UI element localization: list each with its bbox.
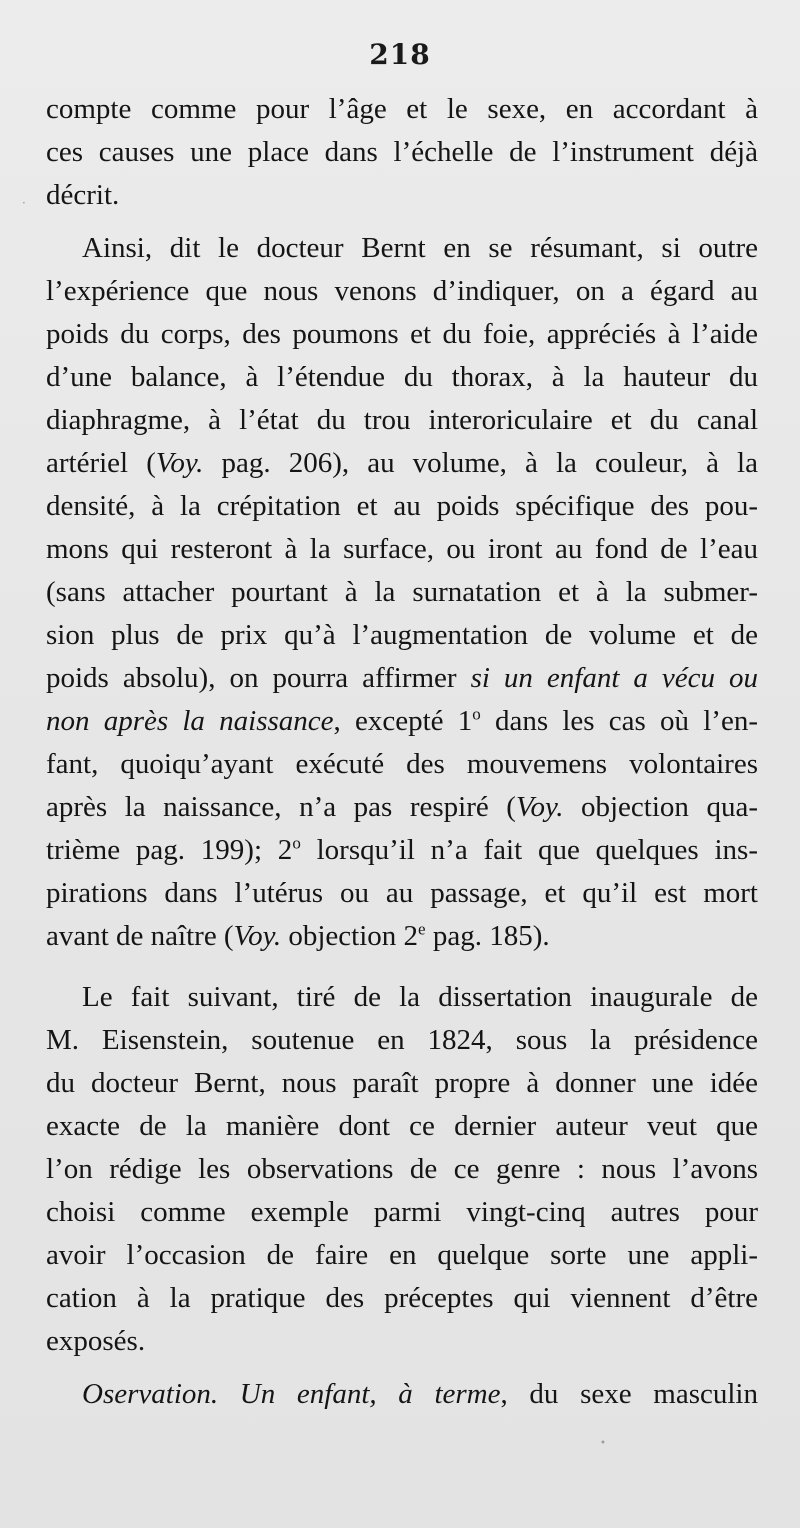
italic-reference: Voy. <box>233 920 282 952</box>
text-line: sion plus de prix qu’à l’augmentation de volume et de <box>46 619 758 651</box>
text-line: (sans attacher pourtant à la surnatation et à la submer- <box>46 576 758 608</box>
text-line: avoir l’occasion de faire en quelque sorte une appli- <box>46 1239 758 1271</box>
text-run: lorsqu’il n’a fait que quelques ins- <box>300 834 758 866</box>
text-line: d’une balance, à l’étendue du thorax, à la hauteur du <box>46 361 758 393</box>
text-run: trième pag. 199); 2 <box>46 834 293 866</box>
ordinal-superscript: e <box>418 919 426 939</box>
text-line: densité, à la crépitation et au poids spécifique des pou- <box>46 490 758 522</box>
paper-speck: · <box>22 196 26 210</box>
text-run: dans les cas où l’en- <box>480 705 758 737</box>
text-run: pag. 185). <box>425 920 550 952</box>
paragraph-1 <box>46 88 758 217</box>
text-line: exposés. <box>46 1325 146 1357</box>
text-line: mons qui resteront à la surface, ou iront au fond de l’eau <box>46 533 758 565</box>
text-run: objection 2 <box>281 920 419 952</box>
text-run: objection qua- <box>563 791 758 823</box>
text-line: Le fait suivant, tiré de la dissertation inaugurale de <box>82 981 758 1013</box>
text-line <box>46 657 758 700</box>
text-line: choisi comme exemple parmi vingt-cinq autres pour <box>46 1196 758 1228</box>
body-text <box>46 88 758 1416</box>
text-line: compte comme pour l’âge et le sexe, en accordant à <box>46 93 758 125</box>
paper-speck: • <box>600 1438 606 1449</box>
text-line <box>46 915 758 958</box>
text-line: M. Eisenstein, soutenue en 1824, sous la présidence <box>46 1024 758 1056</box>
text-line: Ainsi, dit le docteur Bernt en se résumant, si outre <box>82 232 758 264</box>
text-line: diaphragme, à l’état du trou interoriculaire et du canal <box>46 404 758 436</box>
text-line <box>46 1373 758 1416</box>
text-line <box>46 786 758 829</box>
italic-reference: Voy. <box>155 447 204 479</box>
text-run: pag. 206), au volume, à la couleur, à la <box>203 447 758 479</box>
text-run: poids absolu), on pourra affirmer <box>46 662 471 694</box>
text-run: artériel ( <box>46 447 156 479</box>
text-run: avant de naître ( <box>46 920 234 952</box>
text-line: pirations dans l’utérus ou au passage, et qu’il est mort <box>46 877 758 909</box>
text-line: fant, quoiqu’ayant exécuté des mouvemens volontaires <box>46 748 758 780</box>
text-run: , du sexe masculin <box>500 1378 758 1410</box>
italic-phrase: si un enfant a vécu ou <box>470 662 758 694</box>
italic-phrase: non après la naissance <box>46 705 334 737</box>
text-line: ces causes une place dans l’échelle de l’instrument déjà <box>46 136 758 168</box>
text-run: après la naissance, n’a pas respiré ( <box>46 791 516 823</box>
text-line: décrit. <box>46 179 120 211</box>
ordinal-superscript: o <box>472 704 481 724</box>
paragraph-2 <box>46 227 758 958</box>
text-line: exacte de la manière dont ce dernier auteur veut que <box>46 1110 758 1142</box>
observation-heading: Oservation. Un enfant, à terme <box>82 1378 501 1410</box>
text-line: poids du corps, des poumons et du foie, appréciés à l’aide <box>46 318 758 350</box>
text-line: l’on rédige les observations de ce genre : nous l’avons <box>46 1153 758 1185</box>
paragraph-3 <box>46 976 758 1363</box>
text-run: , excepté 1 <box>333 705 473 737</box>
observation-paragraph <box>46 1373 758 1416</box>
text-line: cation à la pratique des préceptes qui viennent d’être <box>46 1282 758 1314</box>
italic-reference: Voy. <box>515 791 564 823</box>
ordinal-superscript: o <box>292 833 301 853</box>
text-line <box>46 700 758 743</box>
text-line: du docteur Bernt, nous paraît propre à donner une idée <box>46 1067 758 1099</box>
page-number: 218 <box>369 38 431 71</box>
text-line: l’expérience que nous venons d’indiquer, on a égard au <box>46 275 758 307</box>
text-line <box>46 829 758 872</box>
text-line <box>46 442 758 485</box>
